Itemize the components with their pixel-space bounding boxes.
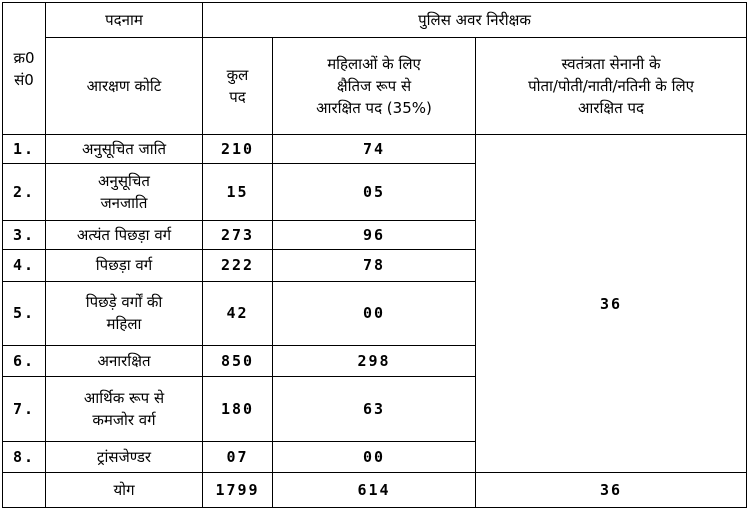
total-cell: 850: [203, 345, 273, 376]
serial-header: क्र0 सं0: [3, 3, 46, 135]
total-cell: 15: [203, 164, 273, 221]
total-cell: 180: [203, 376, 273, 441]
total-cell: 210: [203, 135, 273, 164]
freedom-fighter-header: स्वतंत्रता सेनानी के पोता/पोती/नाती/नतिनी के लिए आरक्षित पद: [476, 37, 747, 134]
women-cell: 00: [273, 441, 476, 472]
reservation-table: [2, 2, 747, 508]
header-row-1: [3, 3, 747, 38]
women-cell: 78: [273, 250, 476, 281]
police-title-header: पुलिस अवर निरीक्षक: [203, 3, 747, 38]
total-cell: 273: [203, 220, 273, 249]
women-cell: 05: [273, 164, 476, 221]
category-cell: अत्यंत पिछड़ा वर्ग: [46, 220, 203, 249]
total-label: योग: [46, 473, 203, 508]
women-total-cell: 614: [273, 473, 476, 508]
category-header: आरक्षण कोटि: [46, 37, 203, 134]
header-row-2: [3, 37, 747, 134]
serial-cell: 5.: [3, 281, 46, 345]
serial-cell: 4.: [3, 250, 46, 281]
category-cell: पिछड़ा वर्ग: [46, 250, 203, 281]
women-cell: 298: [273, 345, 476, 376]
serial-cell: 7.: [3, 376, 46, 441]
serial-cell: 8.: [3, 441, 46, 472]
serial-cell: 2.: [3, 164, 46, 221]
category-cell: अनारक्षित: [46, 345, 203, 376]
serial-cell: 3.: [3, 220, 46, 249]
table-row: [3, 135, 747, 164]
total-cell: 42: [203, 281, 273, 345]
category-cell: अनुसूचित जनजाति: [46, 164, 203, 221]
freedom-fighter-cell: 36: [476, 135, 747, 473]
women-cell: 96: [273, 220, 476, 249]
women-cell: 63: [273, 376, 476, 441]
post-header: पदनाम: [46, 3, 203, 38]
category-cell: अनुसूचित जाति: [46, 135, 203, 164]
women-cell: 74: [273, 135, 476, 164]
total-posts-header: कुल पद: [203, 37, 273, 134]
serial-cell: 6.: [3, 345, 46, 376]
women-cell: 00: [273, 281, 476, 345]
total-cell: 07: [203, 441, 273, 472]
category-cell: ट्रांसजेण्डर: [46, 441, 203, 472]
total-row-serial-cell: [3, 473, 46, 508]
total-cell: 222: [203, 250, 273, 281]
grand-total-cell: 1799: [203, 473, 273, 508]
serial-cell: 1.: [3, 135, 46, 164]
freedom-fighter-total-cell: 36: [476, 473, 747, 508]
total-row: [3, 473, 747, 508]
category-cell: आर्थिक रूप से कमजोर वर्ग: [46, 376, 203, 441]
women-reserved-header: महिलाओं के लिए क्षैतिज रूप से आरक्षित पद (35%): [273, 37, 476, 134]
category-cell: पिछड़े वर्गों की महिला: [46, 281, 203, 345]
